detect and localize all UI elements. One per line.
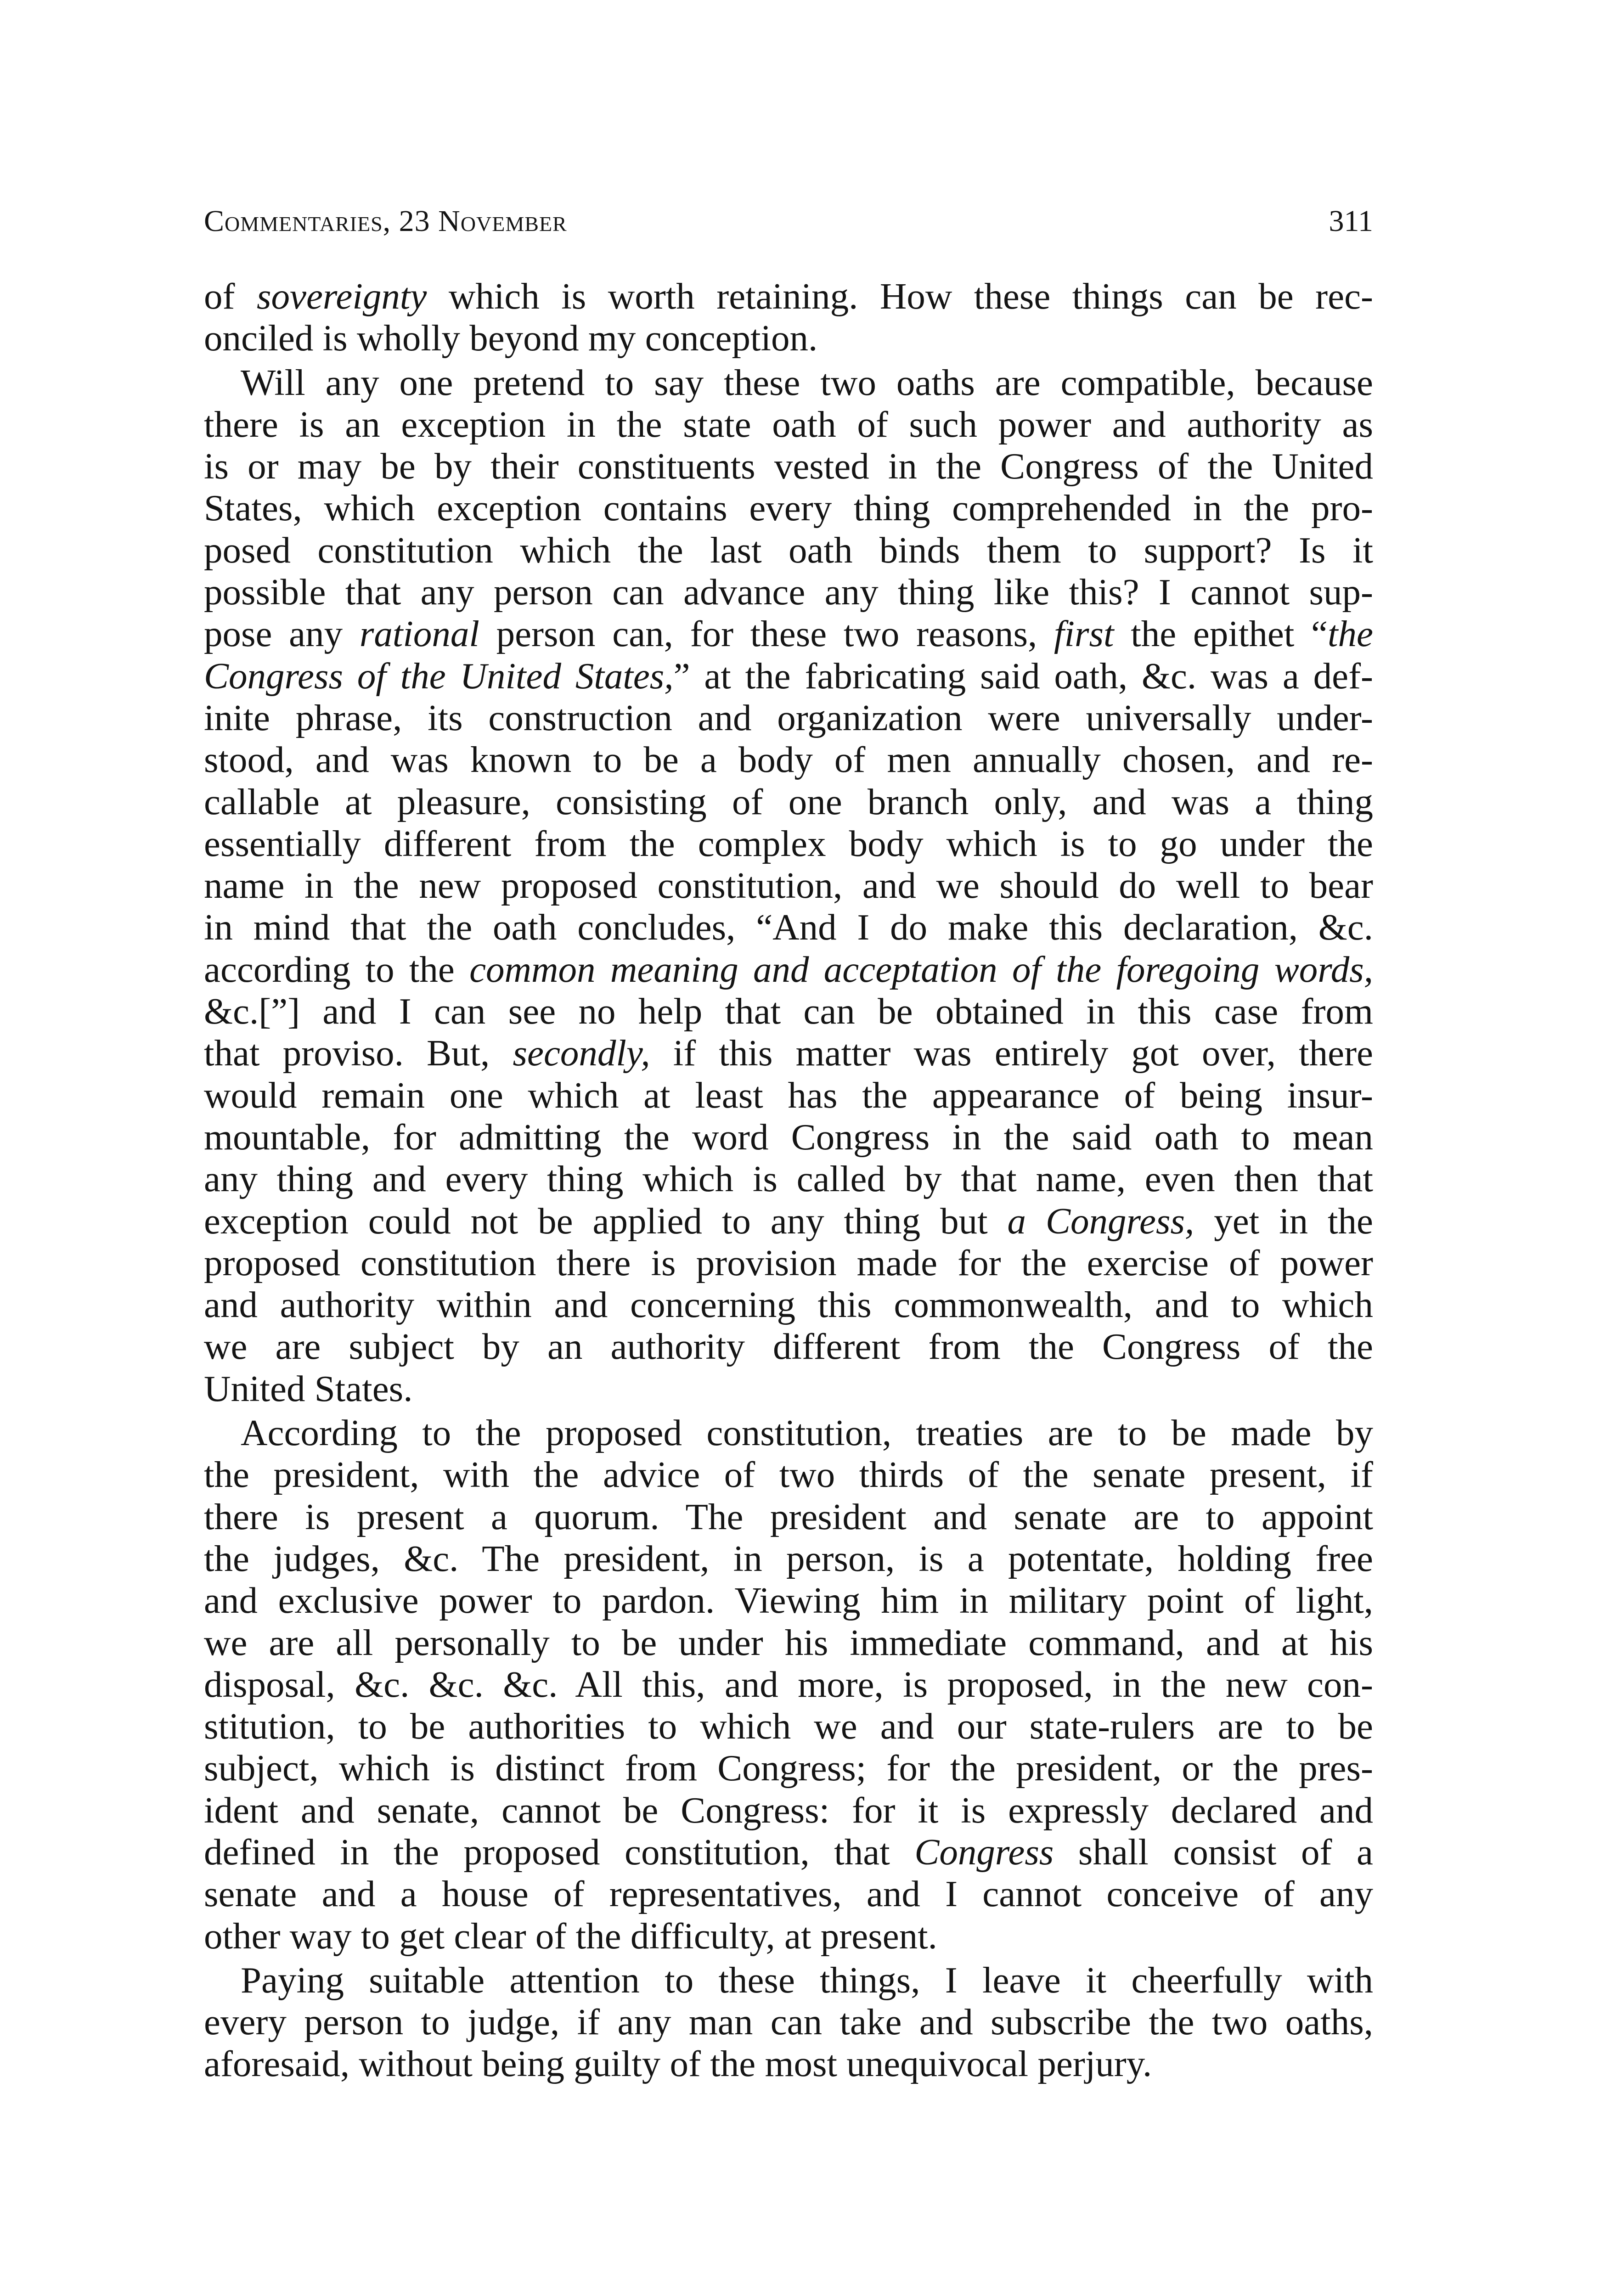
text-run: subject, which is distinct from Congress; for the president, or the pres- <box>204 1747 1373 1789</box>
text-line <box>204 487 1373 529</box>
text-run: stood, and was known to be a body of men annually chosen, and re- <box>204 739 1373 781</box>
text-line <box>204 1284 1373 1326</box>
text-line <box>204 2001 1373 2043</box>
text-run: any thing and every thing which is called by that name, even then that <box>204 1158 1373 1200</box>
text-run: posed constitution which the last oath binds them to support? Is it <box>204 529 1373 571</box>
running-title: Commentaries, 23 November <box>204 204 567 238</box>
text-run: pose any <box>204 613 360 655</box>
text-run: proposed constitution there is provision made for the exercise of power <box>204 1242 1373 1283</box>
text-line <box>204 2043 1373 2085</box>
text-run: the president, with the advice of two thirds of the senate present, if <box>204 1454 1373 1496</box>
text-run: yet in the <box>1194 1200 1373 1242</box>
text-run: there is an exception in the state oath of such power and authority as <box>204 403 1373 445</box>
text-run: ” at the fabricating said oath, &c. was a def- <box>673 655 1373 697</box>
text-run: Paying suitable attention to these things, I leave it cheerfully with <box>241 1959 1373 2001</box>
text-line <box>204 1664 1373 1705</box>
text-run: that proviso. But, <box>204 1032 513 1074</box>
italic-text: Congress <box>914 1831 1054 1873</box>
text-line <box>204 1200 1373 1242</box>
text-line <box>204 1959 1373 2001</box>
text-run: &c.[”] and I can see no help that can be obtained in this case from <box>204 990 1373 1032</box>
text-line <box>204 865 1373 906</box>
italic-text: secondly, <box>513 1032 650 1074</box>
text-line <box>204 1747 1373 1789</box>
text-run: disposal, &c. &c. &c. All this, and more, is proposed, in the new con- <box>204 1663 1373 1705</box>
text-line <box>204 1158 1373 1200</box>
text-line <box>204 1538 1373 1580</box>
italic-text: the <box>1328 613 1373 655</box>
italic-text: Congress of the United States, <box>204 655 674 697</box>
italic-text: first <box>1054 613 1114 655</box>
text-line <box>204 1326 1373 1367</box>
text-run: the epithet “ <box>1114 613 1328 655</box>
text-line <box>204 1454 1373 1496</box>
text-run: if this matter was entirely got over, there <box>650 1032 1373 1074</box>
text-run: mountable, for admitting the word Congress in the said oath to mean <box>204 1116 1373 1158</box>
text-line <box>204 739 1373 781</box>
text-run: person can, for these two reasons, <box>479 613 1054 655</box>
text-run: would remain one which at least has the appearance of being insur- <box>204 1074 1373 1116</box>
text-run: According to the proposed constitution, treaties are to be made by <box>241 1412 1373 1454</box>
text-line <box>204 781 1373 823</box>
text-line <box>204 1368 1373 1410</box>
text-run: stitution, to be authorities to which we and our state-rulers are to be <box>204 1705 1373 1747</box>
text-line <box>204 529 1373 571</box>
text-run: defined in the proposed constitution, that <box>204 1831 915 1873</box>
text-line <box>204 990 1373 1032</box>
paragraph <box>204 1412 1373 1957</box>
text-line <box>204 1032 1373 1074</box>
text-line <box>204 1622 1373 1664</box>
text-run: according to the <box>204 948 470 990</box>
text-line <box>204 571 1373 613</box>
text-line <box>204 697 1373 739</box>
text-run: shall consist of a <box>1054 1831 1373 1873</box>
text-line <box>204 276 1373 317</box>
italic-text: sovereignty <box>256 276 427 317</box>
paragraph <box>204 1959 1373 2085</box>
italic-text: common meaning and acceptation of the foregoing words, <box>469 948 1373 990</box>
text-line <box>204 1790 1373 1831</box>
text-run: the judges, &c. The president, in person, is a potentate, holding free <box>204 1537 1373 1579</box>
text-line <box>204 1075 1373 1116</box>
text-run: in mind that the oath concludes, “And I do make this declaration, &c. <box>204 906 1373 948</box>
text-run: other way to get clear of the difficulty, at present. <box>204 1915 937 1957</box>
text-line <box>204 1831 1373 1873</box>
text-run: every person to judge, if any man can take and subscribe the two oaths, <box>204 2001 1373 2043</box>
text-run: there is present a quorum. The president and senate are to appoint <box>204 1496 1373 1537</box>
text-run: is or may be by their constituents vested in the Congress of the United <box>204 445 1373 487</box>
body-text <box>204 276 1373 2085</box>
text-run: United States. <box>204 1367 413 1409</box>
text-run: and exclusive power to pardon. Viewing him in military point of light, <box>204 1580 1373 1621</box>
text-run: name in the new proposed constitution, and we should do well to bear <box>204 865 1373 906</box>
text-line <box>204 1915 1373 1957</box>
text-line <box>204 445 1373 487</box>
text-line <box>204 1496 1373 1538</box>
text-run: essentially different from the complex body which is to go under the <box>204 822 1373 864</box>
text-line <box>204 1242 1373 1284</box>
page-number: 311 <box>1329 204 1373 238</box>
text-line <box>204 655 1373 697</box>
text-run: and authority within and concerning this commonwealth, and to which <box>204 1284 1373 1326</box>
running-head <box>204 198 1373 244</box>
text-run: possible that any person can advance any thing like this? I cannot sup- <box>204 571 1373 613</box>
text-run: senate and a house of representatives, and I cannot conceive of any <box>204 1873 1373 1915</box>
text-line <box>204 404 1373 445</box>
text-run: callable at pleasure, consisting of one branch only, and was a thing <box>204 781 1373 822</box>
text-line <box>204 1116 1373 1158</box>
text-run: States, which exception contains every thing comprehended in the pro- <box>204 487 1373 529</box>
text-run: of <box>204 276 257 317</box>
text-line <box>204 613 1373 655</box>
text-run: Will any one pretend to say these two oaths are compatible, because <box>241 361 1373 403</box>
paragraph <box>204 362 1373 1410</box>
text-line <box>204 317 1373 359</box>
text-line <box>204 1873 1373 1915</box>
text-line <box>204 823 1373 865</box>
text-line <box>204 362 1373 404</box>
text-run: inite phrase, its construction and organization were universally under- <box>204 697 1373 738</box>
text-run: onciled is wholly beyond my conception. <box>204 317 818 359</box>
text-line <box>204 949 1373 990</box>
text-line <box>204 1705 1373 1747</box>
text-run: ident and senate, cannot be Congress: for it is expressly declared and <box>204 1789 1373 1831</box>
text-run: exception could not be applied to any thing but <box>204 1200 1008 1242</box>
text-run: we are all personally to be under his immediate command, and at his <box>204 1621 1373 1663</box>
text-run: aforesaid, without being guilty of the most unequivocal perjury. <box>204 2043 1152 2085</box>
text-line <box>204 906 1373 948</box>
text-line <box>204 1580 1373 1621</box>
text-line <box>204 1412 1373 1454</box>
text-run: we are subject by an authority different from the Congress of the <box>204 1326 1373 1367</box>
italic-text: a Congress, <box>1007 1200 1194 1242</box>
paragraph <box>204 276 1373 360</box>
text-run: which is worth retaining. How these things can be rec- <box>427 276 1373 317</box>
italic-text: rational <box>359 613 479 655</box>
